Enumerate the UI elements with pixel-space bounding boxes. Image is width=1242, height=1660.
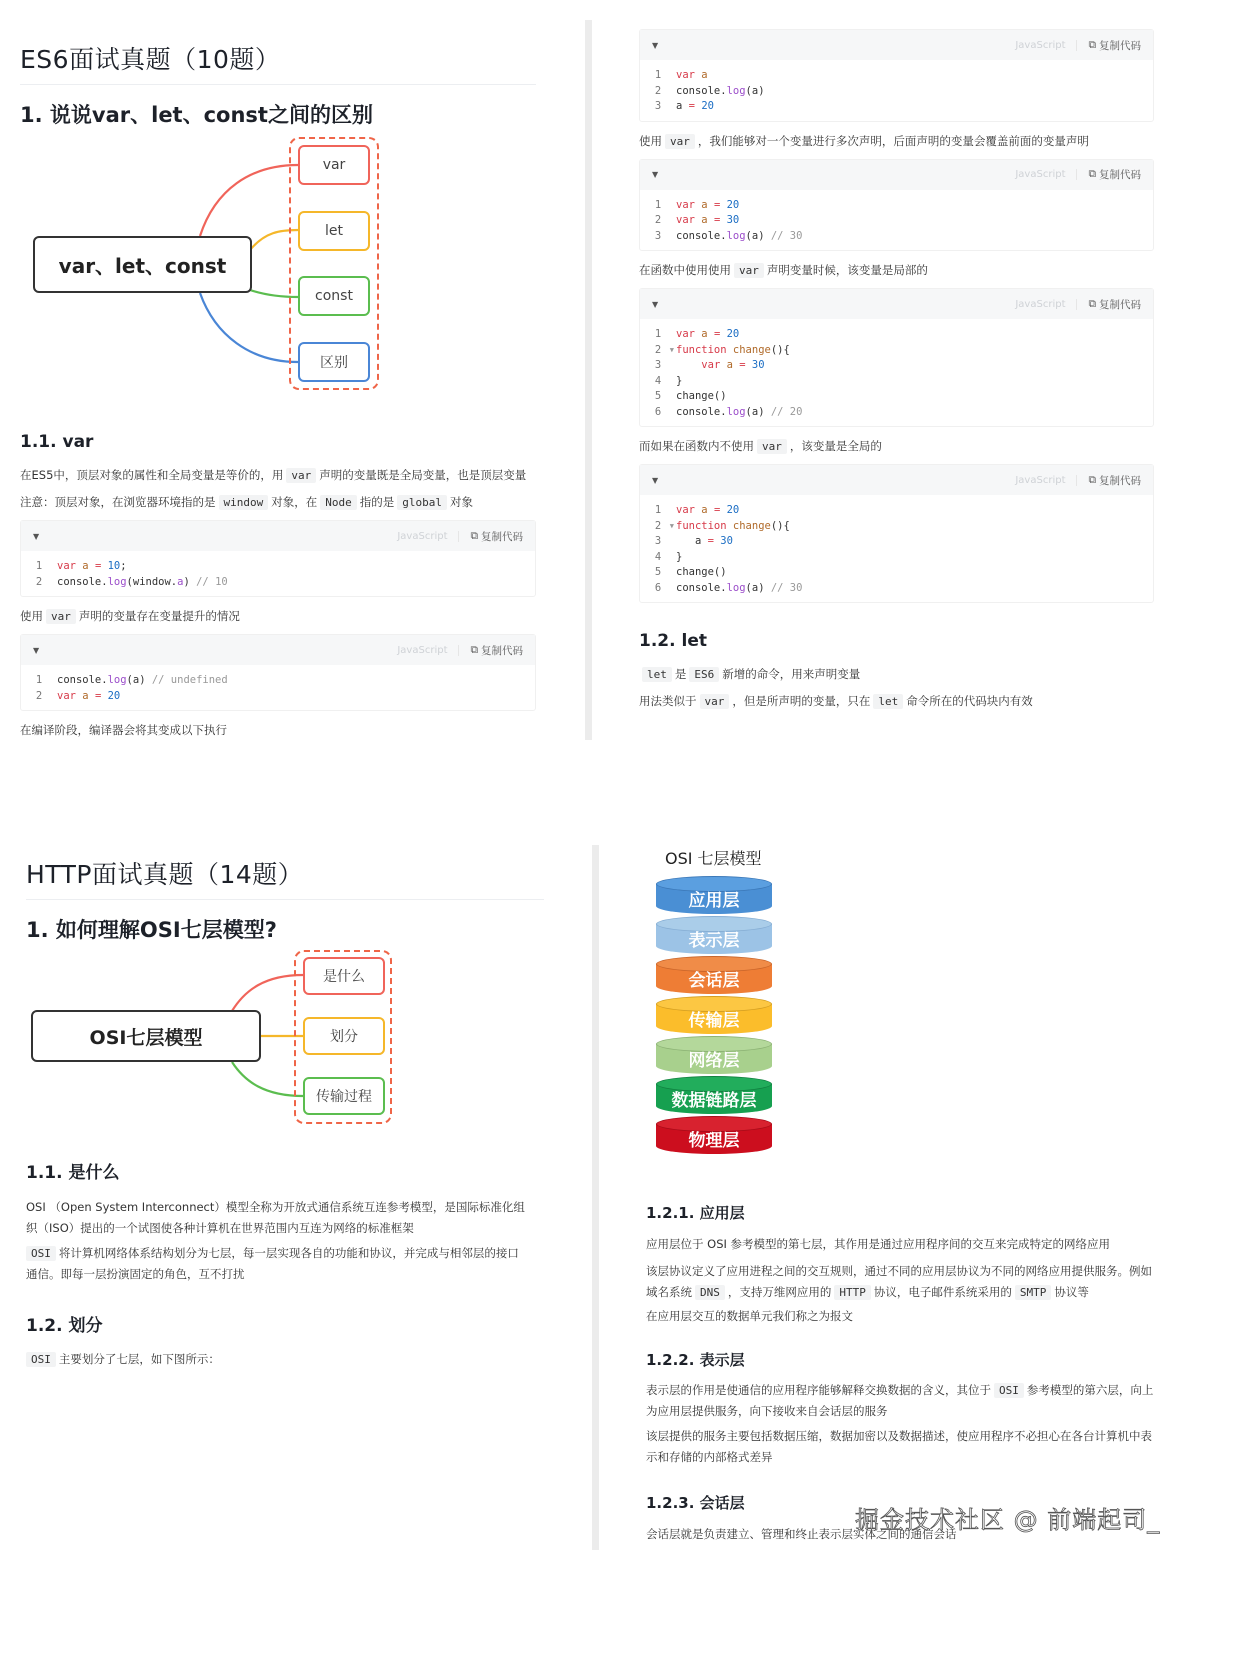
paragraph: 在应用层交互的数据单元我们称之为报文 [646, 1309, 853, 1323]
inline-code: Node [320, 495, 357, 510]
mindmap-node-const: const [298, 276, 370, 316]
code-block-header [640, 160, 1153, 190]
copy-code-button[interactable]: ⧉ 复制代码 [1088, 38, 1141, 52]
inline-code: var [286, 468, 316, 483]
paragraph: 表示层的作用是使通信的应用程序能够解释交换数据的含义，其位于 OSI 参考模型的第六层，向上为应用层提供服务，向下接收来自会话层的服务 [646, 1383, 1154, 1418]
section-heading-application: 1.2.1. 应用层 [646, 1204, 745, 1222]
mindmap-node-divide: 划分 [303, 1017, 385, 1055]
paragraph: 应用层位于 OSI 参考模型的第七层，其作用是通过应用程序间的交互来完成特定的网络应用 [646, 1237, 1111, 1251]
mindmap-osi [0, 945, 592, 1130]
osi-layer-transport: 传输层 [656, 996, 772, 1040]
copy-icon: ⧉ [1088, 38, 1096, 51]
copy-code-button[interactable]: ⧉ 复制代码 [1088, 297, 1141, 311]
section-heading-divide: 1.2. 划分 [26, 1316, 103, 1336]
mindmap-node-transfer: 传输过程 [303, 1077, 385, 1115]
osi-layer-physical: 物理层 [656, 1116, 772, 1160]
code-language-label: JavaScript [397, 531, 458, 542]
inline-code: global [397, 495, 447, 510]
question-title: 1. 说说var、let、const之间的区别 [20, 103, 373, 127]
inline-code: ES6 [689, 667, 719, 682]
copy-code-button[interactable]: ⧉ 复制代码 [1088, 473, 1141, 487]
inline-code: SMTP [1015, 1285, 1052, 1300]
inline-code: HTTP [834, 1285, 871, 1300]
collapse-caret-icon[interactable]: ▼ [652, 170, 659, 179]
inline-code: var [665, 134, 695, 149]
page-divider [585, 20, 592, 740]
copy-icon: ⧉ [1088, 168, 1096, 180]
inline-code: var [757, 439, 787, 454]
code-block [20, 520, 536, 597]
inline-code: var [700, 694, 730, 709]
inline-code: OSI [994, 1383, 1024, 1398]
osi-layer-datalink: 数据链路层 [656, 1076, 772, 1120]
paragraph: 使用 var 声明的变量存在变量提升的情况 [20, 609, 240, 623]
copy-icon: ⧉ [1088, 473, 1096, 486]
paragraph: 使用 var ，我们能够对一个变量进行多次声明，后面声明的变量会覆盖前面的变量声明 [639, 133, 1089, 148]
paragraph: 注意：顶层对象，在浏览器环境指的是 window 对象，在 Node 指的是 global 对象 [20, 495, 473, 509]
mindmap-node-var: var [298, 145, 370, 185]
inline-code: OSI [26, 1246, 56, 1261]
code-language-label: JavaScript [1015, 475, 1076, 486]
page-title: ES6面试真题（10题） [20, 40, 536, 85]
copy-code-button[interactable]: ⧉ 复制代码 [470, 529, 523, 543]
section-heading-session: 1.2.3. 会话层 [646, 1494, 745, 1512]
code-body: 1 var a = 20 2 var a = 30 3 console.log(a) // 30 [654, 198, 803, 242]
paragraph: 该层提供的服务主要包括数据压缩，数据加密以及数据描述，使应用程序不必担心在各台计算机中表示和存储的内部格式差异 [646, 1429, 1152, 1464]
mindmap-node-let: let [298, 211, 370, 251]
mindmap-root: OSI七层模型 [31, 1010, 261, 1062]
code-body: 1 var a = 10; 2 console.log(window.a) // 10 [35, 560, 228, 588]
collapse-caret-icon[interactable]: ▼ [33, 645, 40, 655]
code-language-label: JavaScript [1015, 169, 1076, 180]
paragraph: let 是 ES6 新增的命令，用来声明变量 [639, 661, 1154, 688]
watermark: 掘金技术社区 @ 前端起司_ [855, 1506, 1161, 1534]
code-body: 1 console.log(a) // undefined 2 var a = 20 [35, 674, 228, 702]
section-heading-presentation: 1.2.2. 表示层 [646, 1351, 745, 1369]
mindmap-root: var、let、const [33, 236, 252, 293]
code-block-header [640, 30, 1153, 60]
question-title: 1. 如何理解OSI七层模型? [26, 918, 277, 942]
copy-code-button[interactable]: ⧉ 复制代码 [1088, 168, 1141, 181]
osi-stack-diagram [656, 876, 776, 1176]
section-heading-what: 1.1. 是什么 [26, 1163, 120, 1183]
osi-diagram-title: OSI 七层模型 [665, 849, 762, 868]
page-divider [592, 845, 599, 1550]
paragraph: 在ES5中，顶层对象的属性和全局变量是等价的，用 var 声明的变量既是全局变量，也是顶层变量 [20, 468, 527, 482]
copy-icon: ⧉ [470, 529, 478, 542]
collapse-caret-icon[interactable]: ▼ [33, 531, 40, 541]
code-language-label: JavaScript [397, 645, 458, 656]
collapse-caret-icon[interactable]: ▼ [652, 299, 659, 309]
paragraph: 而如果在函数内不使用 var ，该变量是全局的 [639, 439, 882, 453]
code-block-header [640, 465, 1153, 495]
inline-code: var [734, 263, 764, 278]
code-block [20, 634, 536, 711]
code-body: 1 var a = 20 2 ▼ function change(){ 3 a = 30 4 } 5 change() 6 console.log(a) // 30 [654, 504, 803, 594]
http-page-right [599, 830, 1242, 1660]
page-title: HTTP面试真题（14题） [26, 855, 544, 900]
fold-caret-icon[interactable]: ▼ [669, 521, 674, 530]
paragraph: 会话层就是负责建立、管理和终止表示层实体之间的通信会话 [646, 1527, 957, 1541]
osi-layer-network: 网络层 [656, 1036, 772, 1080]
copy-code-button[interactable]: ⧉ 复制代码 [470, 643, 523, 657]
code-block [639, 464, 1154, 603]
code-block [639, 159, 1154, 252]
osi-layer-application: 应用层 [656, 876, 772, 920]
es6-page-right [592, 0, 1242, 745]
code-language-label: JavaScript [1015, 40, 1076, 51]
code-body: 1 var a = 20 2 ▼ function change(){ 3 var a = 30 4 } 5 change() 6 console.log(a) // 20 [654, 328, 803, 418]
paragraph: 用法类似于 var ，但是所声明的变量，只在 let 命令所在的代码块内有效 [639, 694, 1033, 708]
es6-page-left [0, 0, 585, 745]
fold-caret-icon[interactable]: ▼ [669, 345, 674, 354]
mindmap-var-let-const [0, 130, 585, 400]
inline-code: window [219, 495, 269, 510]
osi-layer-session: 会话层 [656, 956, 772, 1000]
collapse-caret-icon[interactable]: ▼ [652, 40, 659, 50]
paragraph: OSI 主要划分了七层，如下图所示： [26, 1346, 526, 1373]
code-block [639, 29, 1154, 122]
code-block-header [640, 289, 1153, 319]
copy-icon: ⧉ [1088, 297, 1096, 310]
http-page-left [0, 830, 592, 1660]
code-block-header [21, 521, 535, 551]
code-block [639, 288, 1154, 427]
code-block-header [21, 635, 535, 665]
paragraph: 在编译阶段，编译器会将其变成以下执行 [20, 723, 227, 737]
section-heading-let: 1.2. let [639, 631, 707, 651]
paragraph: 在函数中使用使用 var 声明变量时候，该变量是局部的 [639, 263, 928, 277]
mindmap-node-what: 是什么 [303, 957, 385, 995]
inline-code: let [873, 694, 903, 709]
section-heading-var: 1.1. var [20, 432, 94, 452]
code-language-label: JavaScript [1015, 299, 1076, 310]
inline-code: DNS [695, 1285, 725, 1300]
mindmap-node-difference: 区别 [298, 342, 370, 382]
paragraph: OSI 将计算机网络体系结构划分为七层，每一层实现各自的功能和协议，并完成与相邻层的接口通信。即每一层扮演固定的角色，互不打扰 [26, 1246, 519, 1281]
paragraph: 该层协议定义了应用进程之间的交互规则，通过不同的应用层协议为不同的网络应用提供服务。例如域名系统 DNS ，支持万维网应用的 HTTP 协议，电子邮件系统采用的 SMTP 协议等 [646, 1264, 1152, 1299]
inline-code: OSI [26, 1352, 56, 1367]
paragraph: OSI （Open System Interconnect）模型全称为开放式通信系统互连参考模型，是国际标准化组织（ISO）提出的一个试图使各种计算机在世界范围内互连为网络的标准框架 [26, 1200, 525, 1235]
copy-icon: ⧉ [470, 643, 478, 656]
collapse-caret-icon[interactable]: ▼ [652, 475, 659, 485]
inline-code: var [46, 609, 76, 624]
inline-code: let [642, 667, 672, 682]
osi-layer-presentation: 表示层 [656, 916, 772, 960]
code-body: 1 var a 2 console.log(a) 3 a = 20 [654, 69, 765, 112]
